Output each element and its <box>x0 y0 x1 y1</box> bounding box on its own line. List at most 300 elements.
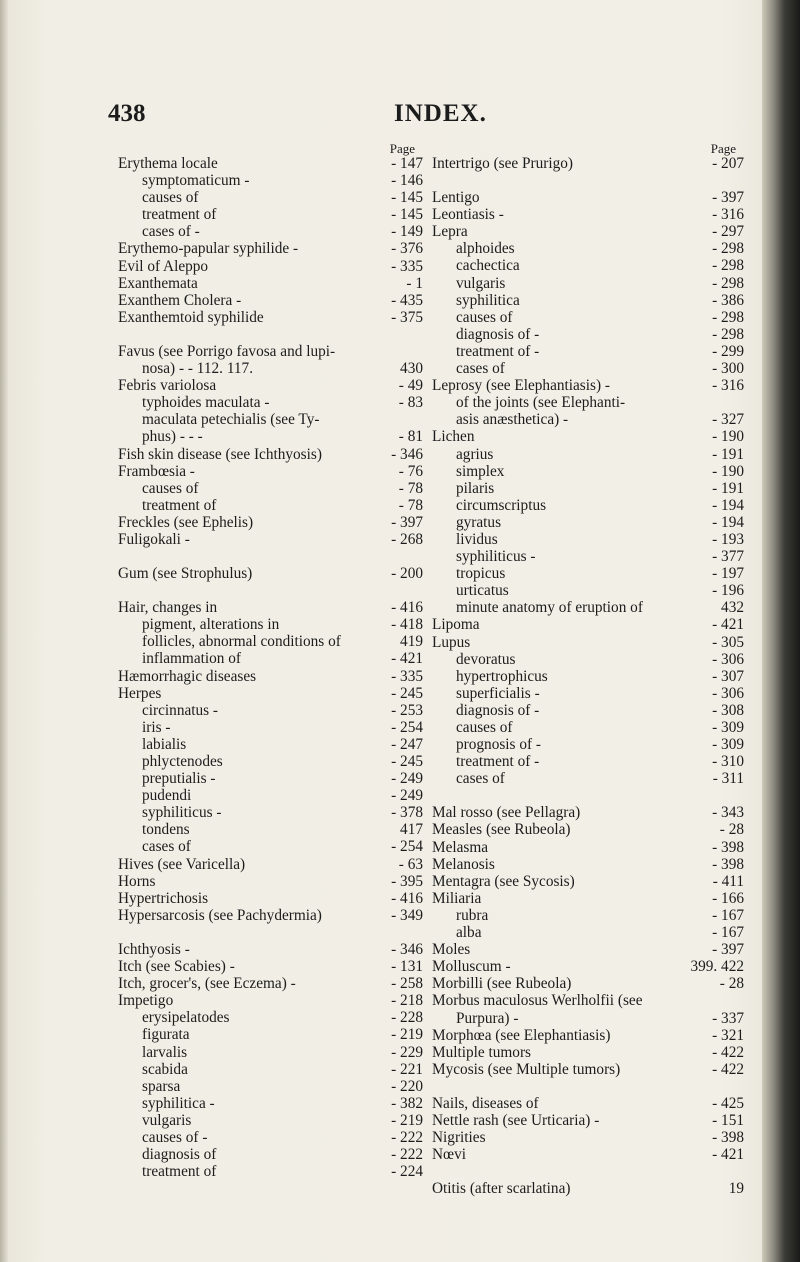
index-entry <box>118 240 423 257</box>
entry-text: causes of <box>142 479 199 497</box>
index-subentry <box>432 770 744 787</box>
entry-page-ref: - 253 <box>391 701 423 719</box>
index-entry <box>432 155 744 172</box>
index-column-right <box>432 142 744 1197</box>
entry-page-ref: - 382 <box>391 1094 423 1112</box>
entry-page-ref: - 83 <box>398 394 423 412</box>
entry-page-ref: - 309 <box>712 736 744 754</box>
index-subentry <box>432 257 744 274</box>
index-subentry <box>118 1078 423 1095</box>
index-subentry <box>118 411 423 428</box>
entry-page-ref: - 219 <box>391 1026 423 1044</box>
entry-text: Herpes <box>118 684 162 702</box>
index-entry <box>118 668 423 685</box>
entry-page-ref: - 316 <box>712 206 744 224</box>
page-header <box>0 100 760 130</box>
index-subentry <box>118 753 423 770</box>
entry-page-ref: - 311 <box>712 770 744 788</box>
entry-page-ref: - 305 <box>712 633 744 651</box>
entry-page-ref: - 229 <box>391 1043 423 1061</box>
entry-page-ref: - 397 <box>391 513 423 531</box>
entry-text: Frambœsia - <box>118 462 195 480</box>
entry-text: diagnosis of - <box>456 325 540 343</box>
entry-page-ref: - 258 <box>391 975 423 993</box>
index-subentry <box>432 309 744 326</box>
entry-page-ref: - 191 <box>712 479 744 497</box>
entry-text: prognosis of - <box>456 736 541 754</box>
index-subentry <box>118 702 423 719</box>
index-entry <box>432 1061 744 1078</box>
entry-page-ref: 432 <box>721 599 744 617</box>
entry-page-ref: - 228 <box>391 1009 423 1027</box>
index-subentry <box>118 804 423 821</box>
entry-page-ref: - 197 <box>712 565 744 583</box>
entry-page-ref: - 398 <box>712 838 744 856</box>
index-entry <box>432 428 744 445</box>
index-subentry <box>118 650 423 667</box>
entry-page-ref: - 307 <box>712 667 744 685</box>
entry-text: figurata <box>142 1026 190 1044</box>
index-subentry <box>432 463 744 480</box>
section-gap <box>118 924 423 941</box>
index-subentry <box>432 565 744 582</box>
entry-page-ref: - 222 <box>391 1146 423 1164</box>
section-gap <box>432 1163 744 1180</box>
entry-text: treatment of <box>142 1163 217 1181</box>
entry-text: Horns <box>118 872 156 890</box>
entry-text: circinnatus - <box>142 701 219 719</box>
entry-page-ref: - 207 <box>712 155 744 172</box>
page-number: 438 <box>108 100 146 127</box>
entry-text: Measles (see Rubeola) <box>432 821 571 839</box>
index-entry <box>118 258 423 275</box>
running-head: INDEX. <box>394 100 487 127</box>
entry-page-ref: - 247 <box>391 735 423 753</box>
index-subentry <box>432 275 744 292</box>
entry-page-ref: - 337 <box>712 1009 744 1027</box>
entry-text: Melasma <box>432 838 489 856</box>
entry-page-ref: - 1 <box>406 274 423 292</box>
index-subentry <box>118 1026 423 1043</box>
index-subentry <box>432 531 744 548</box>
entry-page-ref: 430 <box>400 360 423 378</box>
entry-text: Morphœa (see Elephantiasis) <box>432 1026 611 1044</box>
entry-text: Lepra <box>432 223 468 241</box>
entry-page-ref: - 145 <box>391 189 423 207</box>
index-entry <box>432 1095 744 1112</box>
entry-page-ref: - 416 <box>391 889 423 907</box>
entry-text: vulgaris <box>456 274 506 292</box>
entry-page-ref: - 222 <box>391 1128 423 1146</box>
entry-text: Molluscum - <box>432 958 511 976</box>
index-entry <box>432 941 744 958</box>
entry-page-ref: - 194 <box>712 513 744 531</box>
entry-text: Febris variolosa <box>118 377 217 395</box>
section-gap <box>118 326 423 343</box>
entry-text: Ichthyosis - <box>118 940 190 958</box>
entry-page-ref: - 298 <box>712 240 744 258</box>
entry-text: diagnosis of <box>142 1146 217 1164</box>
entry-page-ref: - 386 <box>712 291 744 309</box>
entry-page-ref: - 221 <box>391 1060 423 1078</box>
entry-page-ref: - 254 <box>391 718 423 736</box>
entry-page-ref: 399. 422 <box>690 958 744 976</box>
index-entry <box>432 223 744 240</box>
entry-text: causes of <box>456 719 513 736</box>
entry-page-ref: - 166 <box>712 889 744 907</box>
entry-text: Lipoma <box>432 616 480 634</box>
index-entry <box>432 856 744 873</box>
entry-text: inflammation of <box>142 650 241 668</box>
entry-text: Fuligokali - <box>118 530 190 548</box>
entry-text: cases of <box>456 360 505 378</box>
index-entry <box>432 1129 744 1146</box>
index-entry <box>118 531 423 548</box>
index-entry <box>432 873 744 890</box>
index-entry <box>432 1044 744 1061</box>
entry-page-ref: - 346 <box>391 940 423 958</box>
entry-text: scabida <box>142 1060 188 1078</box>
index-subentry <box>432 651 744 668</box>
entry-text: Intertrigo (see Prurigo) <box>432 155 574 172</box>
entry-page-ref: - 249 <box>391 770 423 788</box>
entry-text: circumscriptus <box>456 496 547 514</box>
entry-page-ref: - 398 <box>712 855 744 873</box>
index-entry <box>118 992 423 1009</box>
entry-page-ref: - 300 <box>712 360 744 378</box>
entry-page-ref: - 376 <box>391 240 423 258</box>
entry-page-ref: - 190 <box>712 428 744 446</box>
index-entry <box>432 975 744 992</box>
index-column-left <box>118 142 423 1180</box>
entry-page-ref: - 378 <box>391 804 423 822</box>
entry-page-ref: - 245 <box>391 684 423 702</box>
entry-page-ref: - 167 <box>712 906 744 924</box>
index-entry <box>118 565 423 582</box>
index-subentry <box>118 770 423 787</box>
index-entry <box>118 514 423 531</box>
entry-text: agrius <box>456 445 494 463</box>
index-subentry <box>118 480 423 497</box>
entry-page-ref: - 375 <box>391 308 423 326</box>
entry-page-ref: - 190 <box>712 462 744 480</box>
entry-text: Hives (see Varicella) <box>118 855 246 873</box>
entry-text: Evil of Aleppo <box>118 257 209 275</box>
entry-text: Hypersarcosis (see Pachydermia) <box>118 906 322 924</box>
index-entry <box>432 189 744 206</box>
index-subentry <box>118 223 423 240</box>
entry-page-ref: - 421 <box>712 1146 744 1164</box>
entry-page-ref: - 335 <box>391 257 423 275</box>
entry-page-ref: - 310 <box>712 753 744 771</box>
entry-text: Melanosis <box>432 855 495 873</box>
index-subentry <box>432 240 744 257</box>
index-entry <box>432 1180 744 1197</box>
entry-text: urticatus <box>456 582 509 600</box>
entry-text: follicles, abnormal conditions of <box>142 633 341 651</box>
entry-text: of the joints (see Elephanti- <box>456 394 626 412</box>
entry-page-ref: - 268 <box>391 530 423 548</box>
entry-text: syphilitica <box>456 291 520 309</box>
index-subentry <box>432 446 744 463</box>
entry-text: Morbus maculosus Werlholfii (see <box>432 992 643 1010</box>
entry-text: Nails, diseases of <box>432 1094 539 1112</box>
page-left-edge <box>0 0 8 1262</box>
index-entry <box>432 616 744 633</box>
entry-text: pigment, alterations in <box>142 616 280 634</box>
entry-text: tondens <box>142 821 190 839</box>
entry-text: tropicus <box>456 565 506 583</box>
entry-page-ref: - 316 <box>712 377 744 395</box>
index-entry <box>432 958 744 975</box>
index-subentry <box>118 394 423 411</box>
index-subentry <box>118 1095 423 1112</box>
index-entry <box>432 206 744 223</box>
entry-text: iris - <box>142 718 171 736</box>
entry-text: cases of - <box>142 223 200 241</box>
index-subentry <box>118 616 423 633</box>
entry-page-ref: - 78 <box>398 479 423 497</box>
index-subentry <box>432 394 744 411</box>
entry-text: treatment of <box>142 496 217 514</box>
entry-page-ref: - 327 <box>712 411 744 429</box>
entry-text: Morbilli (see Rubeola) <box>432 975 572 993</box>
index-entry <box>118 155 423 172</box>
index-subentry <box>118 428 423 445</box>
entry-text: cachectica <box>456 257 520 275</box>
index-subentry <box>118 821 423 838</box>
index-entry <box>118 275 423 292</box>
entry-page-ref: - 377 <box>712 548 744 566</box>
entry-text: superficialis - <box>456 684 540 702</box>
entry-text: simplex <box>456 462 505 480</box>
entry-page-ref: - 298 <box>712 274 744 292</box>
index-subentry <box>118 1112 423 1129</box>
entry-page-ref: - 309 <box>712 719 744 736</box>
index-subentry <box>432 924 744 941</box>
entry-page-ref: - 308 <box>712 701 744 719</box>
index-subentry <box>118 1009 423 1026</box>
entry-page-ref: - 194 <box>712 496 744 514</box>
entry-page-ref: - 397 <box>712 189 744 207</box>
entry-text: hypertrophicus <box>456 667 548 685</box>
index-entry <box>432 634 744 651</box>
entry-text: causes of - <box>142 1128 208 1146</box>
index-entry <box>118 463 423 480</box>
entry-page-ref: - 224 <box>391 1163 423 1181</box>
entry-page-ref: - 299 <box>712 342 744 360</box>
index-subentry <box>118 633 423 650</box>
entry-page-ref: - 425 <box>712 1094 744 1112</box>
entry-text: cases of <box>456 770 505 788</box>
entry-page-ref: - 321 <box>712 1026 744 1044</box>
entry-text: Lentigo <box>432 189 480 207</box>
index-subentry <box>432 702 744 719</box>
entry-page-ref: - 200 <box>391 565 423 583</box>
entry-page-ref: - 167 <box>712 924 744 942</box>
entry-page-ref: - 418 <box>391 616 423 634</box>
index-subentry <box>432 599 744 616</box>
entry-text: syphilitica - <box>142 1094 215 1112</box>
entry-text: larvalis <box>142 1043 188 1061</box>
index-entry <box>432 1146 744 1163</box>
entry-text: Hypertrichosis <box>118 889 209 907</box>
entry-page-ref: - 249 <box>391 787 423 805</box>
entry-text: diagnosis of - <box>456 701 540 719</box>
entry-text: Lupus <box>432 633 471 651</box>
entry-page-ref: - 297 <box>712 223 744 241</box>
entry-text: Hair, changes in <box>118 599 218 617</box>
index-entry <box>118 907 423 924</box>
index-entry <box>432 377 744 394</box>
index-subentry <box>118 787 423 804</box>
page-column-label: Page <box>710 141 736 156</box>
entry-page-ref: - 28 <box>719 821 744 839</box>
entry-page-ref: - 349 <box>391 906 423 924</box>
index-subentry <box>432 1010 744 1027</box>
entry-text: Moles <box>432 941 471 959</box>
entry-text: pudendi <box>142 787 192 805</box>
entry-text: Erythemo-papular syphilide - <box>118 240 299 258</box>
entry-page-ref: 417 <box>400 821 423 839</box>
entry-page-ref: - 435 <box>391 291 423 309</box>
index-entry <box>118 941 423 958</box>
entry-text: minute anatomy of eruption of <box>456 599 643 617</box>
index-subentry <box>118 1129 423 1146</box>
section-gap <box>118 582 423 599</box>
entry-text: Mal rosso (see Pellagra) <box>432 804 581 822</box>
entry-text: Gum (see Strophulus) <box>118 565 253 583</box>
entry-text: treatment of <box>142 206 217 224</box>
entry-text: treatment of - <box>456 753 540 771</box>
entry-text: vulgaris <box>142 1111 192 1129</box>
entry-text: sparsa <box>142 1077 181 1095</box>
index-subentry <box>432 668 744 685</box>
entry-text: Freckles (see Ephelis) <box>118 513 254 531</box>
index-subentry <box>118 360 423 377</box>
entry-page-ref: - 335 <box>391 667 423 685</box>
entry-page-ref: - 298 <box>712 257 744 275</box>
index-subentry <box>432 736 744 753</box>
index-entry <box>118 873 423 890</box>
index-entry <box>432 890 744 907</box>
index-entry <box>118 309 423 326</box>
entry-text: Nettle rash (see Urticaria) - <box>432 1111 600 1129</box>
index-subentry <box>432 411 744 428</box>
index-subentry <box>118 1146 423 1163</box>
entry-page-ref: - 421 <box>391 650 423 668</box>
entry-text: Miliaria <box>432 889 482 907</box>
index-subentry <box>118 172 423 189</box>
entry-text: Mentagra (see Sycosis) <box>432 872 575 890</box>
entry-page-ref: - 245 <box>391 753 423 770</box>
index-subentry <box>432 292 744 309</box>
entry-page-ref: - 81 <box>398 428 423 446</box>
index-entry <box>118 958 423 975</box>
entry-page-ref: - 76 <box>398 462 423 480</box>
entry-page-ref: - 397 <box>712 941 744 959</box>
entry-text: alba <box>456 924 482 942</box>
entry-page-ref: - 131 <box>391 958 423 976</box>
index-subentry <box>432 360 744 377</box>
entry-page-ref: - 28 <box>719 975 744 993</box>
entry-text: Multiple tumors <box>432 1043 532 1061</box>
entry-text: typhoides maculata - <box>142 394 270 412</box>
entry-page-ref: - 218 <box>391 992 423 1010</box>
entry-page-ref: - 298 <box>712 325 744 343</box>
index-subentry <box>432 480 744 497</box>
entry-text: phlyctenodes <box>142 753 223 770</box>
book-binding-shadow <box>762 0 800 1262</box>
entry-page-ref: - 63 <box>398 855 423 873</box>
index-entry <box>432 1027 744 1044</box>
index-subentry <box>118 1044 423 1061</box>
entry-text: Erythema locale <box>118 155 218 172</box>
entry-page-ref: 19 <box>728 1180 744 1198</box>
entry-text: Purpura) - <box>456 1009 519 1027</box>
entry-text: gyratus <box>456 513 502 531</box>
entry-page-ref: - 422 <box>712 1043 744 1061</box>
section-gap <box>432 172 744 189</box>
index-subentry <box>432 326 744 343</box>
index-subentry <box>432 685 744 702</box>
entry-page-ref: - 343 <box>712 804 744 822</box>
index-entry <box>118 292 423 309</box>
entry-text: syphiliticus - <box>456 548 536 566</box>
entry-text: Leontiasis - <box>432 206 504 224</box>
entry-text: cases of <box>142 838 191 856</box>
entry-page-ref: - 416 <box>391 599 423 617</box>
index-subentry <box>432 343 744 360</box>
entry-text: Favus (see Porrigo favosa and lupi- <box>118 342 336 360</box>
entry-page-ref: - 306 <box>712 650 744 668</box>
entry-page-ref: - 421 <box>712 616 744 634</box>
entry-page-ref: - 395 <box>391 872 423 890</box>
entry-page-ref: - 254 <box>391 838 423 856</box>
index-subentry <box>118 1061 423 1078</box>
index-subentry <box>432 582 744 599</box>
index-entry <box>118 856 423 873</box>
entry-page-ref: - 49 <box>398 377 423 395</box>
index-entry <box>118 685 423 702</box>
entry-text: phus) - - - <box>142 428 203 446</box>
entry-text: Hæmorrhagic diseases <box>118 667 257 685</box>
entry-page-ref: - 151 <box>712 1111 744 1129</box>
index-subentry <box>432 514 744 531</box>
index-entry <box>432 992 744 1009</box>
entry-text: Exanthemata <box>118 274 198 292</box>
entry-page-ref: - 146 <box>391 172 423 190</box>
index-entry <box>432 804 744 821</box>
section-gap <box>432 787 744 804</box>
entry-text: causes of <box>456 308 513 326</box>
entry-text: Exanthem Cholera - <box>118 291 242 309</box>
entry-page-ref: - 191 <box>712 445 744 463</box>
entry-page-ref: - 306 <box>712 684 744 702</box>
index-subentry <box>432 907 744 924</box>
entry-text: Fish skin disease (see Ichthyosis) <box>118 445 322 463</box>
index-entry <box>118 343 423 360</box>
index-subentry <box>432 719 744 736</box>
entry-text: treatment of - <box>456 342 540 360</box>
entry-text: nosa) - - 112. 117. <box>142 360 254 378</box>
index-subentry <box>118 736 423 753</box>
entry-text: symptomaticum - <box>142 172 250 190</box>
entry-text: lividus <box>456 530 498 548</box>
entry-text: erysipelatodes <box>142 1009 230 1027</box>
index-subentry <box>118 719 423 736</box>
entry-text: labialis <box>142 735 187 753</box>
